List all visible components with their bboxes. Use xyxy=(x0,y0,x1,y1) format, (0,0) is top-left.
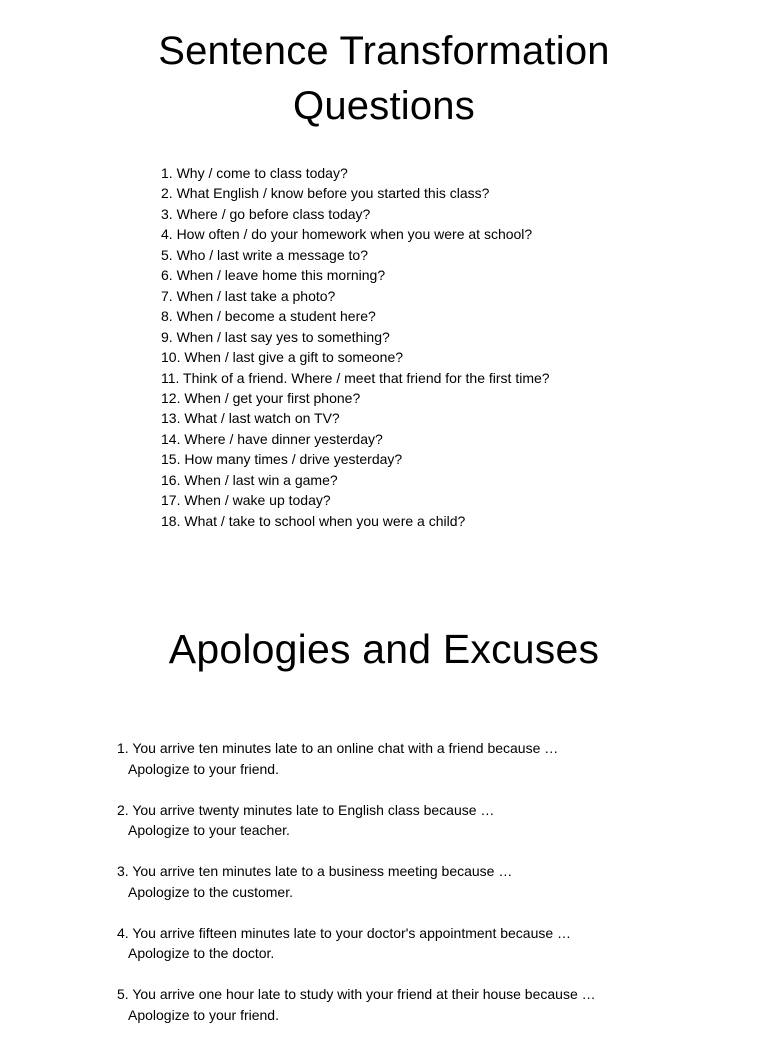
list-item: 3. Where / go before class today? xyxy=(161,205,371,222)
list-item: 10. When / last give a gift to someone? xyxy=(161,349,404,366)
list-item: 2. What English / know before you started this class? xyxy=(161,185,490,202)
list-item: 8. When / become a student here? xyxy=(161,308,376,325)
list-item: 7. When / last take a photo? xyxy=(161,287,336,304)
list-item: 9. When / last say yes to something? xyxy=(161,328,390,345)
list-item xyxy=(117,738,596,779)
situation-text: 1. You arrive ten minutes late to an online chat with a friend because … xyxy=(117,740,559,756)
list-item: 15. How many times / drive yesterday? xyxy=(161,451,403,468)
task-text: Apologize to the doctor. xyxy=(128,945,275,961)
list-item xyxy=(117,800,596,841)
situation-text: 3. You arrive ten minutes late to a business meeting because … xyxy=(117,863,513,879)
title-line-2: Questions xyxy=(293,84,475,128)
list-item xyxy=(117,923,596,964)
list-item: 18. What / take to school when you were a child? xyxy=(161,512,466,529)
list-item: 6. When / leave home this morning? xyxy=(161,267,386,284)
title-line-1: Sentence Transformation xyxy=(158,29,610,73)
task-text: Apologize to your friend. xyxy=(128,760,279,777)
task-text: Apologize to the customer. xyxy=(128,883,293,900)
situation-text: 5. You arrive one hour late to study with your friend at their house because … xyxy=(117,986,596,1002)
situation-text: 4. You arrive fifteen minutes late to your doctor's appointment because … xyxy=(117,924,572,941)
list-item: 4. How often / do your homework when you were at school? xyxy=(161,226,533,243)
list-item xyxy=(117,984,596,1025)
section-title-sentence-transformation xyxy=(0,24,768,134)
question-list xyxy=(161,163,550,531)
list-item: 17. When / wake up today? xyxy=(161,492,331,509)
list-item: 16. When / last win a game? xyxy=(161,471,338,488)
list-item: 14. Where / have dinner yesterday? xyxy=(161,430,383,447)
section-title-apologies-excuses: Apologies and Excuses xyxy=(168,626,600,672)
list-item: 1. Why / come to class today? xyxy=(161,165,348,181)
apology-list xyxy=(117,738,596,1046)
situation-text: 2. You arrive twenty minutes late to English class because … xyxy=(117,801,495,818)
task-text: Apologize to your teacher. xyxy=(128,822,290,838)
list-item: 11. Think of a friend. Where / meet that friend for the first time? xyxy=(161,369,550,386)
list-item xyxy=(117,861,596,902)
list-item: 13. What / last watch on TV? xyxy=(161,410,340,427)
list-item: 5. Who / last write a message to? xyxy=(161,246,368,263)
list-item: 12. When / get your first phone? xyxy=(161,389,361,406)
task-text: Apologize to your friend. xyxy=(128,1006,279,1023)
